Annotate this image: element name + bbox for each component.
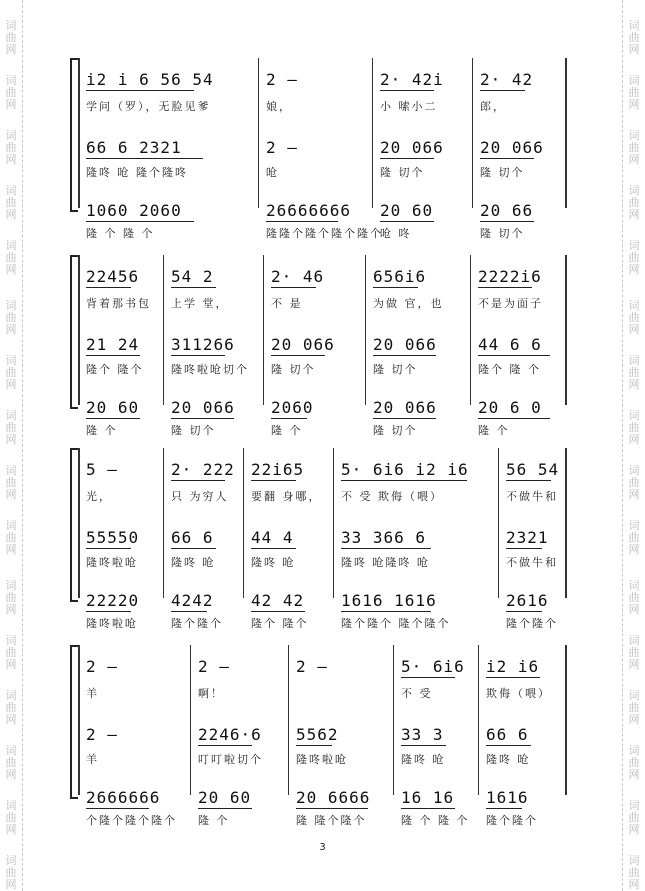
lyric-measure: 隆 隆个隆个 [296, 814, 367, 827]
rhythm-underline [341, 480, 467, 481]
rhythm-underline [198, 745, 252, 746]
notation-measure: 5562 [296, 725, 339, 744]
notation-measure: 20 066 [171, 398, 235, 417]
watermark-mark: 词 曲 网 [628, 634, 640, 671]
lyric-measure: 隆 切个 [480, 227, 525, 240]
rhythm-underline [373, 418, 436, 419]
notation-measure: i2 i 6 56 54 [86, 70, 214, 89]
bar-line [472, 58, 473, 208]
lyric-measure: 隆隆个隆个隆个隆个 [266, 227, 383, 240]
lyric-measure: 不 受 欺侮（喂） [341, 490, 443, 503]
lyric-measure: 叮叮啦切个 [198, 753, 263, 766]
lyric-measure: 隆 切个 [373, 363, 418, 376]
watermark-mark: 词 曲 网 [628, 239, 640, 276]
watermark-mark: 词 曲 网 [628, 519, 640, 556]
notation-measure: 2616 [506, 591, 549, 610]
rhythm-underline [86, 221, 194, 222]
bar-line [78, 255, 80, 405]
watermark-mark: 词 曲 网 [5, 239, 17, 276]
rhythm-underline [271, 287, 316, 288]
notation-measure: 1060 2060 [86, 201, 182, 220]
lyric-measure: 隆 个 隆 个 [401, 814, 470, 827]
rhythm-underline [401, 677, 455, 678]
rhythm-underline [271, 418, 307, 419]
watermark-mark: 词 曲 网 [628, 74, 640, 111]
rhythm-underline [266, 221, 338, 222]
watermark-mark: 词 曲 网 [5, 579, 17, 616]
notation-measure: 1616 [486, 788, 529, 807]
watermark-mark: 词 曲 网 [628, 409, 640, 446]
notation-measure: 55550 [86, 528, 140, 547]
watermark-mark: 词 曲 网 [5, 354, 17, 391]
rhythm-underline [86, 287, 131, 288]
watermark-mark: 词 曲 网 [628, 799, 640, 836]
notation-measure: 5· 6i6 i2 i6 [341, 460, 469, 479]
system-brace [70, 255, 78, 409]
watermark-mark: 词 曲 网 [5, 519, 17, 556]
lyric-measure: 隆 切个 [373, 424, 418, 437]
watermark-mark: 词 曲 网 [628, 854, 640, 891]
bar-line [163, 448, 164, 598]
notation-measure: 20 60 [86, 398, 140, 417]
lyric-measure: 呛 咚 [380, 227, 412, 240]
lyric-measure: 隆咚 呛 [251, 556, 296, 569]
notation-measure: 2 — [198, 657, 230, 676]
lyric-measure: 隆咚 呛 [171, 556, 216, 569]
notation-measure: 2· 42i [380, 70, 444, 89]
bar-line [498, 448, 499, 598]
notation-measure: 22i65 [251, 460, 305, 479]
system-brace [70, 58, 78, 212]
rhythm-underline [380, 90, 434, 91]
lyric-measure: 光， [86, 490, 112, 503]
bar-line [78, 448, 80, 598]
lyric-measure: 隆咚 呛 隆个隆咚 [86, 166, 188, 179]
lyric-measure: 隆个隆个 [171, 617, 223, 630]
watermark-mark: 词 曲 网 [628, 464, 640, 501]
notation-measure: 2666666 [86, 788, 161, 807]
rhythm-underline [506, 611, 542, 612]
bar-line [372, 58, 373, 208]
rhythm-underline [86, 158, 203, 159]
rhythm-underline [296, 808, 368, 809]
bar-line [333, 448, 334, 598]
watermark-mark: 词 曲 网 [5, 74, 17, 111]
notation-measure: 66 6 [486, 725, 529, 744]
notation-measure: 66 6 [171, 528, 214, 547]
lyric-measure: 上学 堂， [171, 297, 229, 310]
rhythm-underline [401, 808, 455, 809]
bar-line [258, 58, 259, 208]
bar-line [478, 645, 479, 795]
rhythm-underline [478, 355, 550, 356]
lyric-measure: 隆咚 呛 [486, 753, 531, 766]
rhythm-underline [251, 611, 305, 612]
lyric-measure: 只 为穷人 [171, 490, 229, 503]
lyric-measure: 隆个隆个 隆个隆个 [341, 617, 451, 630]
watermark-mark: 词 曲 网 [628, 689, 640, 726]
bar-line [243, 448, 244, 598]
lyric-measure: 不做牛和 [506, 490, 558, 503]
notation-measure: 2· 46 [271, 267, 325, 286]
lyric-measure: 隆 切个 [480, 166, 525, 179]
notation-measure: 2 — [296, 657, 328, 676]
rhythm-underline [198, 808, 252, 809]
watermark-mark: 词 曲 网 [5, 799, 17, 836]
rhythm-underline [506, 480, 551, 481]
lyric-measure: 隆个隆个 [506, 617, 558, 630]
rhythm-underline [380, 158, 434, 159]
notation-measure: 20 60 [380, 201, 434, 220]
system-brace [70, 645, 78, 799]
rhythm-underline [486, 808, 522, 809]
lyric-measure: 不 是 [271, 297, 303, 310]
rhythm-underline [480, 90, 525, 91]
bar-line [263, 255, 264, 405]
notation-measure: 2222i6 [478, 267, 542, 286]
lyric-measure: 隆 切个 [171, 424, 216, 437]
notation-measure: 44 6 6 [478, 335, 542, 354]
notation-measure: 54 2 [171, 267, 214, 286]
notation-measure: 44 4 [251, 528, 294, 547]
notation-measure: 33 3 [401, 725, 444, 744]
lyric-measure: 隆 个 [86, 424, 118, 437]
lyric-measure: 不做牛和 [506, 556, 558, 569]
rhythm-underline [86, 418, 140, 419]
watermark-mark: 词 曲 网 [5, 854, 17, 891]
rhythm-underline [86, 611, 131, 612]
notation-measure: 22220 [86, 591, 140, 610]
rhythm-underline [171, 418, 234, 419]
bar-line [190, 645, 191, 795]
notation-measure: 20 066 [373, 335, 437, 354]
rhythm-underline [341, 611, 431, 612]
watermark-mark: 词 曲 网 [628, 184, 640, 221]
bar-line [565, 645, 567, 795]
lyric-measure: 隆个 隆个 [86, 363, 144, 376]
notation-measure: 20 6 0 [478, 398, 542, 417]
rhythm-underline [86, 548, 131, 549]
notation-measure: i2 i6 [486, 657, 540, 676]
rhythm-underline [271, 355, 325, 356]
lyric-measure: 隆咚 呛 [401, 753, 446, 766]
notation-measure: 56 54 [506, 460, 560, 479]
notation-measure: 311266 [171, 335, 235, 354]
bar-line [78, 58, 80, 208]
notation-measure: 20 066 [271, 335, 335, 354]
notation-measure: 4242 [171, 591, 214, 610]
lyric-measure: 啊！ [198, 687, 224, 700]
rhythm-underline [478, 418, 550, 419]
lyric-measure: 小 嗦小二 [380, 100, 438, 113]
notation-measure: 20 066 [380, 138, 444, 157]
bar-line [565, 58, 567, 208]
lyric-measure: 隆个隆个 [486, 814, 538, 827]
rhythm-underline [86, 90, 194, 91]
watermark-mark: 词 曲 网 [628, 579, 640, 616]
rhythm-underline [171, 355, 225, 356]
bar-line [393, 645, 394, 795]
lyric-measure: 隆咚 呛隆咚 呛 [341, 556, 430, 569]
notation-measure: 656i6 [373, 267, 427, 286]
lyric-measure: 羊 [86, 753, 99, 766]
watermark-mark: 词 曲 网 [5, 634, 17, 671]
lyric-measure: 要翻 身哪， [251, 490, 322, 503]
watermark-mark: 词 曲 网 [5, 129, 17, 166]
rhythm-underline [171, 548, 216, 549]
rhythm-underline [296, 745, 332, 746]
watermark-mark: 词 曲 网 [628, 354, 640, 391]
notation-measure: 5 — [86, 460, 118, 479]
rhythm-underline [506, 548, 542, 549]
notation-measure: 2246·6 [198, 725, 262, 744]
bar-line [470, 255, 471, 405]
rhythm-underline [478, 287, 532, 288]
rhythm-underline [86, 355, 140, 356]
notation-measure: 22456 [86, 267, 140, 286]
lyric-measure: 背着那书包 [86, 297, 151, 310]
rhythm-underline [480, 158, 534, 159]
watermark-mark: 词 曲 网 [628, 19, 640, 56]
rhythm-underline [251, 548, 296, 549]
lyric-measure: 隆咚啦呛 [296, 753, 348, 766]
lyric-measure: 郎， [480, 100, 506, 113]
rhythm-underline [86, 808, 149, 809]
lyric-measure: 隆咚啦呛 [86, 617, 138, 630]
lyric-measure: 呛 [266, 166, 279, 179]
lyric-measure: 为做 官，也 [373, 297, 444, 310]
watermark-mark: 词 曲 网 [5, 19, 17, 56]
lyric-measure: 隆 切个 [380, 166, 425, 179]
bar-line [365, 255, 366, 405]
watermark-mark: 词 曲 网 [628, 299, 640, 336]
bar-line [565, 255, 567, 405]
notation-measure: 26666666 [266, 201, 352, 220]
bar-line [288, 645, 289, 795]
watermark-mark: 词 曲 网 [5, 184, 17, 221]
watermark-mark: 词 曲 网 [628, 129, 640, 166]
notation-measure: 5· 6i6 [401, 657, 465, 676]
rhythm-underline [341, 548, 431, 549]
lyric-measure: 学问（罗），无脸见爹 [86, 100, 211, 113]
watermark-mark: 词 曲 网 [5, 464, 17, 501]
notation-measure: 1616 1616 [341, 591, 437, 610]
bar-line [565, 448, 567, 598]
rhythm-underline [480, 221, 534, 222]
rhythm-underline [251, 480, 296, 481]
notation-measure: 33 366 6 [341, 528, 427, 547]
lyric-measure: 隆个 隆 个 [478, 363, 541, 376]
notation-measure: 42 42 [251, 591, 305, 610]
notation-measure: 2 — [86, 657, 118, 676]
notation-measure: 21 24 [86, 335, 140, 354]
lyric-measure: 隆咚啦呛 [86, 556, 138, 569]
rhythm-underline [171, 480, 225, 481]
notation-measure: 2 — [86, 725, 118, 744]
watermark-mark: 词 曲 网 [5, 744, 17, 781]
lyric-measure: 不是为面子 [478, 297, 543, 310]
notation-measure: 20 066 [480, 138, 544, 157]
lyric-measure: 隆 切个 [271, 363, 316, 376]
rhythm-underline [373, 355, 436, 356]
notation-measure: 20 66 [480, 201, 534, 220]
notation-measure: 2 — [266, 138, 298, 157]
lyric-measure: 不 受 [401, 687, 433, 700]
rhythm-underline [373, 287, 418, 288]
lyric-measure: 欺侮（喂） [486, 687, 551, 700]
notation-measure: 16 16 [401, 788, 455, 807]
lyric-measure: 隆 个 [478, 424, 510, 437]
rhythm-underline [486, 677, 540, 678]
page-number: 3 [319, 842, 326, 853]
notation-measure: 66 6 2321 [86, 138, 182, 157]
rhythm-underline [171, 287, 216, 288]
lyric-measure: 个隆个隆个隆个 [86, 814, 177, 827]
watermark-mark: 词 曲 网 [5, 409, 17, 446]
notation-measure: 2 — [266, 70, 298, 89]
watermark-mark: 词 曲 网 [5, 689, 17, 726]
notation-measure: 2· 222 [171, 460, 235, 479]
bar-line [163, 255, 164, 405]
rhythm-underline [380, 221, 434, 222]
lyric-measure: 娘， [266, 100, 292, 113]
notation-measure: 20 60 [198, 788, 252, 807]
rhythm-underline [486, 745, 531, 746]
notation-measure: 20 066 [373, 398, 437, 417]
lyric-measure: 隆 个 隆 个 [86, 227, 155, 240]
notation-measure: 20 6666 [296, 788, 371, 807]
notation-measure: 2· 42 [480, 70, 534, 89]
notation-measure: 2321 [506, 528, 549, 547]
bar-line [78, 645, 80, 795]
watermark-mark: 词 曲 网 [5, 299, 17, 336]
rhythm-underline [401, 745, 446, 746]
notation-measure: 2060 [271, 398, 314, 417]
lyric-measure: 隆 个 [271, 424, 303, 437]
lyric-measure: 隆咚啦呛切个 [171, 363, 249, 376]
system-brace [70, 448, 78, 602]
lyric-measure: 羊 [86, 687, 99, 700]
watermark-mark: 词 曲 网 [628, 744, 640, 781]
lyric-measure: 隆 个 [198, 814, 230, 827]
rhythm-underline [171, 611, 207, 612]
lyric-measure: 隆个 隆个 [251, 617, 309, 630]
